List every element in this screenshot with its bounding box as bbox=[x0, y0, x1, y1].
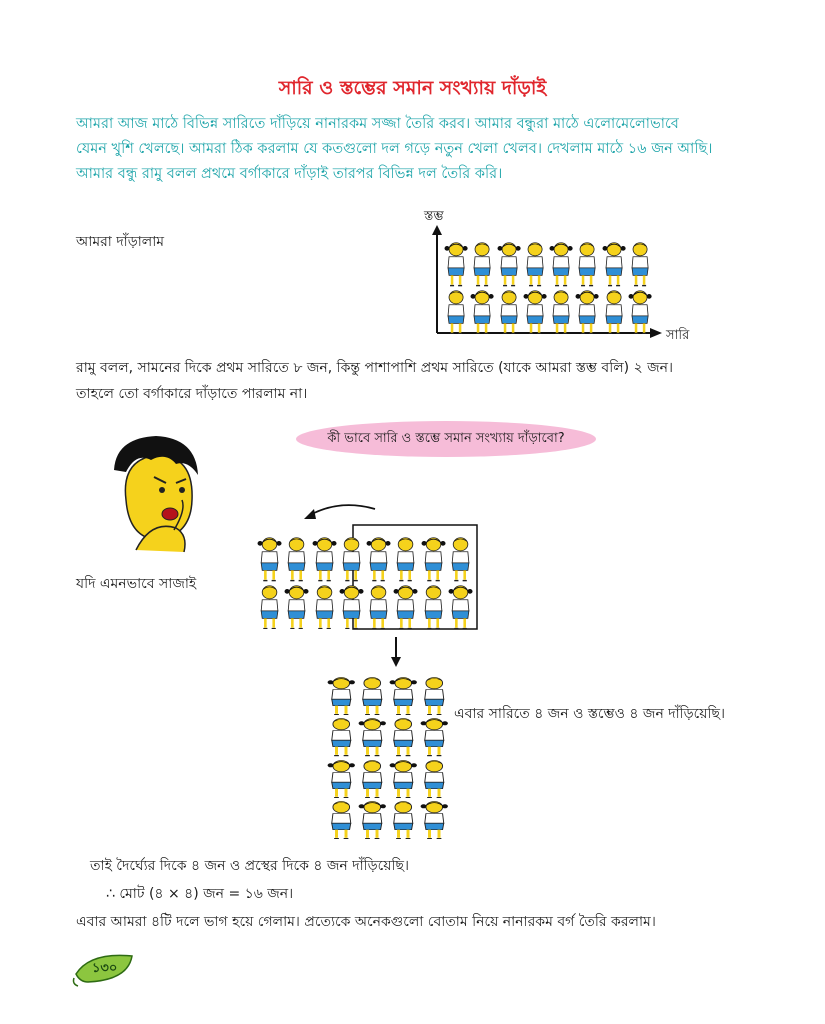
thinking-boy-illustration bbox=[96, 430, 206, 555]
ramu-line: তাহলে তো বর্গাকারে দাঁড়াতে পারলাম না। bbox=[76, 386, 308, 402]
child-figure bbox=[602, 288, 626, 339]
page-title: সারি ও স্তম্ভের সমান সংখ্যায় দাঁড়াই bbox=[278, 77, 547, 99]
child-figure bbox=[421, 583, 446, 634]
if-arrange-label: যদি এমনভাবে সাজাই bbox=[76, 576, 197, 592]
child-figure bbox=[393, 583, 418, 634]
conclusion-line: তাই দৈর্ঘ্যের দিকে ৪ জন ও প্রস্থের দিকে ৪ জন দাঁড়িয়েছি। bbox=[90, 858, 410, 874]
page-number: ১৩০ bbox=[92, 961, 118, 976]
child-figure bbox=[284, 535, 309, 586]
intro-line: আমরা আজ মাঠে বিভিন্ন সারিতে দাঁড়িয়ে নানারকম সজ্জা তৈরি করব। আমার বন্ধুরা মাঠে এলোমেলোভাবে bbox=[76, 116, 679, 132]
ramu-paragraph bbox=[76, 355, 673, 407]
column-axis-label: স্তম্ভ bbox=[424, 209, 444, 224]
children-grid-2x8 bbox=[443, 240, 653, 335]
child-figure bbox=[549, 288, 573, 339]
child-figure bbox=[575, 288, 599, 339]
child-figure bbox=[602, 240, 626, 291]
child-figure bbox=[312, 535, 337, 586]
child-figure bbox=[358, 799, 387, 843]
child-figure bbox=[628, 240, 652, 291]
child-figure bbox=[358, 758, 387, 802]
children-grid-4x4 bbox=[326, 675, 450, 840]
question-bubble: কী ভাবে সারি ও স্তম্ভে সমান সংখ্যায় দাঁড়াবো? bbox=[296, 421, 596, 457]
child-figure bbox=[470, 240, 494, 291]
child-figure bbox=[420, 758, 449, 802]
arrow-down-icon bbox=[391, 657, 401, 667]
child-figure bbox=[284, 583, 309, 634]
child-figure bbox=[257, 535, 282, 586]
child-figure bbox=[549, 240, 573, 291]
child-figure bbox=[575, 240, 599, 291]
children-grid-rearrange bbox=[256, 535, 474, 630]
conclusion-block bbox=[76, 852, 656, 936]
child-figure bbox=[523, 240, 547, 291]
child-figure bbox=[497, 288, 521, 339]
child-figure bbox=[420, 716, 449, 760]
child-figure bbox=[523, 288, 547, 339]
child-figure bbox=[389, 758, 418, 802]
child-figure bbox=[358, 675, 387, 719]
child-figure bbox=[257, 583, 282, 634]
child-figure bbox=[448, 583, 473, 634]
child-figure bbox=[312, 583, 337, 634]
child-figure bbox=[327, 716, 356, 760]
child-figure bbox=[389, 716, 418, 760]
child-figure bbox=[389, 799, 418, 843]
child-figure bbox=[448, 535, 473, 586]
child-figure bbox=[389, 675, 418, 719]
ramu-line: রামু বলল, সামনের দিকে প্রথম সারিতে ৮ জন, কিন্তু পাশাপাশি প্রথম সারিতে (যাকে আমরা স্তম্ভ বলি) ২ জন। bbox=[76, 360, 674, 376]
arrow-head-icon bbox=[304, 509, 316, 519]
child-figure bbox=[444, 288, 468, 339]
child-figure bbox=[420, 675, 449, 719]
child-figure bbox=[366, 535, 391, 586]
child-figure bbox=[470, 288, 494, 339]
child-figure bbox=[339, 535, 364, 586]
child-figure bbox=[444, 240, 468, 291]
conclusion-line: এবার আমরা ৪টি দলে ভাগ হয়ে গেলাম। প্রত্যেকে অনেকগুলো বোতাম নিয়ে নানারকম বর্গ তৈরি করলাম। bbox=[76, 914, 656, 930]
stood-label: আমরা দাঁড়ালাম bbox=[76, 234, 165, 250]
child-figure bbox=[339, 583, 364, 634]
conclusion-line: ∴ মোট (৪ × ৪) জন = ১৬ জন। bbox=[106, 886, 294, 902]
child-figure bbox=[420, 799, 449, 843]
child-figure bbox=[327, 675, 356, 719]
row-axis-label: সারি bbox=[666, 328, 690, 343]
now-text: এবার সারিতে ৪ জন ও স্তম্ভেও ৪ জন দাঁড়িয়েছি। bbox=[454, 706, 726, 722]
curved-arrow-icon bbox=[310, 505, 375, 515]
intro-paragraph bbox=[76, 112, 776, 187]
child-figure bbox=[366, 583, 391, 634]
child-figure bbox=[393, 535, 418, 586]
child-figure bbox=[327, 758, 356, 802]
intro-line: আমার বন্ধু রামু বলল প্রথমে বর্গাকারে দাঁড়াই তারপর বিভিন্ন দল তৈরি করি। bbox=[76, 166, 503, 182]
intro-line: যেমন খুশি খেলছে। আমরা ঠিক করলাম যে কতগুলো দল গড়ে নতুন খেলা খেলব। দেখলাম মাঠে ১৬ জন আছি। bbox=[76, 141, 713, 157]
child-figure bbox=[358, 716, 387, 760]
child-figure bbox=[421, 535, 446, 586]
child-figure bbox=[497, 240, 521, 291]
child-figure bbox=[628, 288, 652, 339]
child-figure bbox=[327, 799, 356, 843]
